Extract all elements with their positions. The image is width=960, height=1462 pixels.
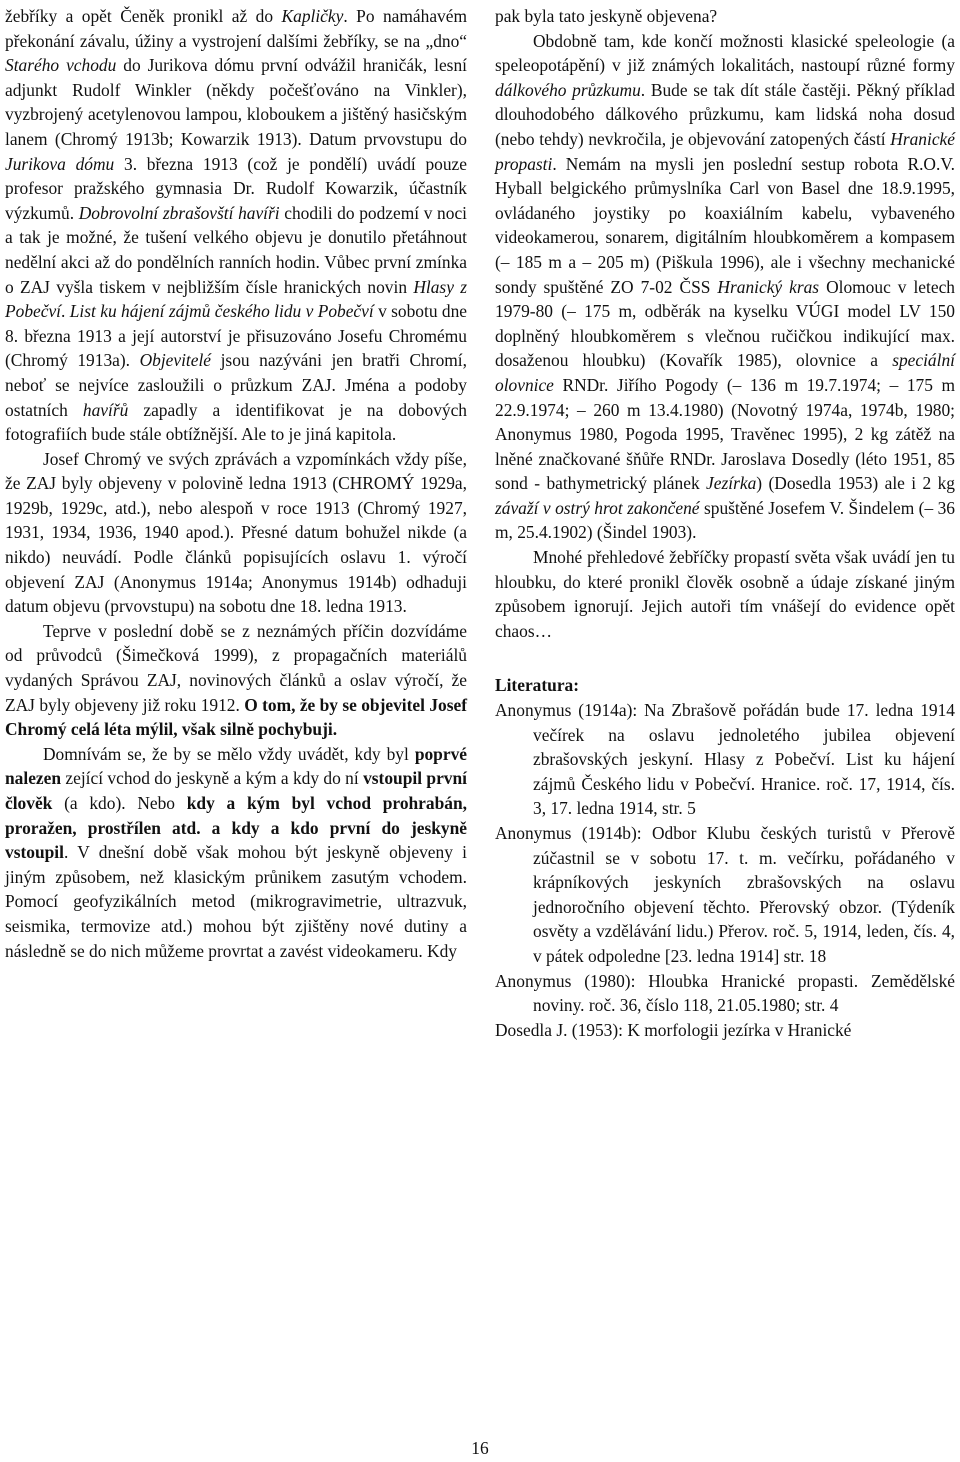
text-run: Mnohé přehledové žebříčky propastí světa však uvádí jen tu hloubku, do které pronikl člověk osobně a údaje získané jiným způsobem ignorují. Jejich autoři tím vnášejí do evidence opět chaos… — [495, 547, 955, 641]
bold-text: poprvé nalezen — [5, 743, 467, 789]
italic-text: Starého vchodu — [5, 55, 117, 76]
text-run: Domnívám se, že by se mělo vždy uvádět, kdy byl — [43, 743, 415, 764]
right-paragraph-2 — [495, 29, 955, 545]
text-run: chodili do podzemí v noci a tak je možné, že tušení velkého objevu je donutilo přetáhnout nedělní akci až do pondělních ranních hodin. Vůbec první zmínka o ZAJ vyšla tiskem v nejbližším čísle hranických novin — [5, 202, 467, 297]
reference-item: Anonymus (1914a): Na Zbrašově pořádán bude 17. ledna 1914 večírek na oslavu jednoletého jubilea objevení zbrašovských jeskyní. Hlasy z Pobečví. List ku hájení zájmů Českého lidu v Pobečví. Hranice. roč. 17, 1914, čís. 3, 17. ledna 1914, str. 5 — [495, 700, 955, 819]
left-paragraph-1 — [5, 4, 467, 447]
left-paragraph-2 — [5, 447, 467, 619]
text-run: . Nemám na mysli jen poslední sestup robota R.O.V. Hyball belgického průmyslníka Carl von Basel dne 18.9.1995, ovládaného joystiky po koaxiálním kabelu, vybaveného videokamerou, sonarem, digitálním hloubkoměrem a kompasem (– 185 m a – 205 m) (Piškula 1996), ale i všechny mechanické sondy spuštěné ZO 7-02 ČSS — [495, 153, 955, 297]
italic-text: Hranické propasti — [495, 128, 955, 174]
text-run: Obdobně tam, kde končí možnosti klasické speleologie (a speleopotápění) v již známých lokalitách, nastoupí různé formy — [495, 30, 955, 76]
italic-text: Objevitelé — [139, 350, 212, 371]
right-column — [495, 4, 955, 1042]
text-run: . Po namáhavém překonání závalu, úžiny a vystrojení dalšími žebříky, se na „dno“ — [5, 6, 467, 51]
text-run: zející vchod do jeskyně a kým a kdy do ní — [61, 768, 364, 789]
text-run: Josef Chromý ve svých zprávách a vzpomínkách vždy píše, že ZAJ byly objeveny v polovině ledna 1913 (CHROMÝ 1929a, 1929b, 1929c, atd.), nebo alespoň v roce 1913 (Chromý 1927, 1931, 1934, 1936, 1940 apod.). Přesné datum bohužel nikde (a nikdo) neuvádí. Podle článků popisujících oslavu 1. výročí objevení ZAJ (Anonymus 1914a; Anonymus 1914b) odhaduji datum objevu (prvovstupu) na sobotu dne 18. ledna 1913. — [5, 448, 467, 617]
text-run: v sobotu dne 8. března 1913 a její autorství je přisuzováno Josefu Chromému (Chromý 1913a). — [5, 301, 468, 371]
text-run: 3. března 1913 (což je pondělí) uvádí pouze profesor pražského gymnasia Dr. Rudolf Kowarzik, účastník výzkumů. — [5, 153, 467, 223]
text-run: Teprve v poslední době se z neznámých příčin dozvídáme od průvodců (Šimečková 1999), z propagačních materiálů vydaných Správou ZAJ, novinových článků a oslav výročí, že ZAJ byly objeveny již roku 1912. — [5, 620, 467, 715]
italic-text: Kapličky — [281, 6, 344, 26]
page-number: 16 — [471, 1438, 489, 1458]
text-run: (a kdo). Nebo — [52, 793, 187, 813]
left-paragraph-4 — [5, 742, 467, 963]
text-run: spuštěné Josefem V. Šindelem (– 36 m, 25.4.1902) (Šindel 1903). — [495, 497, 955, 543]
text-run: . Bude se tak dít stále častěji. Pěkný příklad dlouhodobého dálkového průzkumu, kam lidská noha dosud (nebo tehdy) nevkročila, je objevování zatopených částí — [495, 79, 955, 149]
right-paragraph-1 — [495, 4, 955, 29]
italic-text: havířů — [82, 399, 129, 420]
reference-item: Anonymus (1980): Hloubka Hranické propasti. Zemědělské noviny. roč. 36, číslo 118, 21.05.1980; str. 4 — [495, 970, 955, 1016]
text-run: zapadly a identifikovat je na dobových fotografiích bude stále obtížnější. Ale to je jiná kapitola. — [5, 399, 467, 445]
italic-text: dálkového průzkumu — [495, 79, 641, 100]
italic-text: Hranický kras — [717, 276, 820, 297]
italic-text: Jurikova dómu — [5, 153, 115, 174]
italic-text: List ku hájení zájmů českého lidu v Pobečví — [69, 301, 374, 322]
bold-text: kdy a kým byl vchod prohrabán, proražen, prostřílen atd. a kdy a kdo první do jeskyně vstoupil — [5, 793, 467, 863]
bold-text: O tom, že by se objevitel Josef Chromý celá léta mýlil, však silně pochybuji. — [5, 694, 468, 740]
text-run: . V dnešní době však mohou být jeskyně objeveny i jiným způsobem, než klasickým průnikem zasutým vchodem. Pomocí geofyzikálních metod (mikrogravimetrie, ultrazvuk, seismika, termovize atd.) mohou být zjištěny nové dutiny a následně se do nich můžeme provrtat a zavést videokameru. Kdy — [5, 842, 467, 961]
italic-text: Hlasy z Pobečví — [5, 276, 467, 322]
italic-text: Dobrovolní zbrašovští havíři — [78, 202, 280, 223]
right-paragraph-3 — [495, 545, 955, 643]
text-run: ) (Dosedla 1953) ale i 2 kg — [756, 473, 955, 494]
reference-list — [495, 698, 955, 1042]
left-column — [5, 4, 467, 963]
reference-item: Anonymus (1914b): Odbor Klubu českých turistů v Přerově zúčastnil se v sobotu 17. t. m. večírku, pořádaného v krápníkových jeskyních zbrašovských na oslavu jednoročního objevení těchto. Přerovský obzor. (Týdeník osvěty a vzdělávání lidu.) Přerov. roč. 5, 1914, leden, čís. 4, v pátek odpoledne [23. ledna 1914] str. 18 — [495, 823, 955, 966]
text-run: RNDr. Jiřího Pogody (– 136 m 19.7.1974; – 175 m 22.9.1974; – 260 m 13.4.1980) (Novotný 1974a, 1974b, 1980; Anonymus 1980, Pogoda 1995, Travěnec 1995), 2 kg zátěž na lněné značkované šňůře RNDr. Jaroslava Dosedly (léto 1951, 85 sond - bathymetrický plánek — [495, 374, 955, 494]
italic-text: závaží v ostrý hrot zakončené — [495, 497, 700, 518]
text-run: Olomouc v letech 1979-80 (– 175 m, odběrák na kyselku VÚGI model LV 150 doplněný hloubkoměrem s vlečnou ručičkou indikující max. dosaženou hloubku) (Kovařík 1985), olovnice a — [495, 276, 955, 371]
reference-item: Dosedla J. (1953): K morfologii jezírka v Hranické — [495, 1019, 852, 1040]
text-run: žebříky a opět Čeněk pronikl až do — [5, 6, 282, 26]
text-run: jsou nazýváni jen bratři Chromí, neboť se nejvíce zasloužili o průzkum ZAJ. Jména a podoby ostatních — [5, 350, 467, 420]
italic-text: Jezírka — [706, 473, 757, 494]
italic-text: speciální olovnice — [495, 350, 955, 395]
text-run: pak byla tato jeskyně objevena? — [495, 6, 718, 26]
references-heading: Literatura: — [495, 675, 580, 696]
text-run: do Jurikova dómu první odvážil hraničák, lesní adjunkt Rudolf Winkler (někdy počešťováno na Vinkler), vyzbrojený acetylenovou lampou, kloboukem a jištěný hasičským lanem (Chromý 1913b; Kowarzik 1913). Datum prvovstupu do — [5, 55, 467, 149]
text-run: . — [61, 301, 70, 322]
left-paragraph-3 — [5, 619, 467, 742]
bold-text: vstoupil první člověk — [5, 768, 467, 813]
